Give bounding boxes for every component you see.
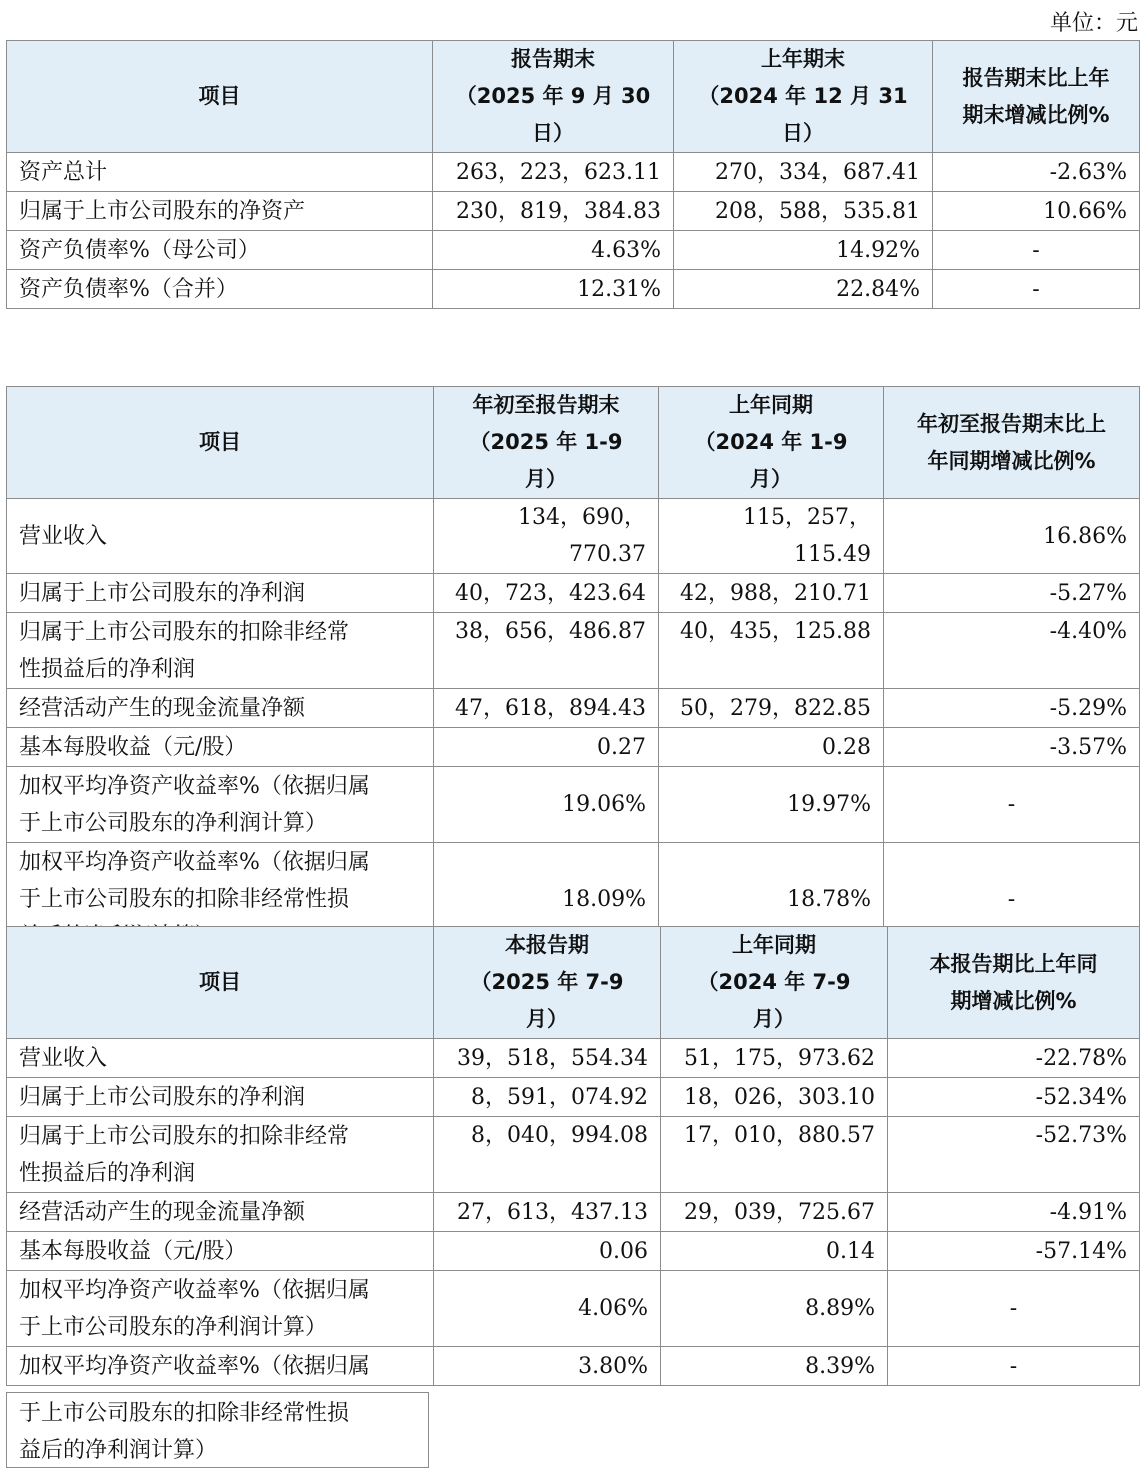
row-current: 39，518，554.34 [434,1039,661,1078]
table-header-row [7,387,1140,499]
table-row [7,153,1140,192]
row-item: 经营活动产生的现金流量净额 [7,689,434,728]
row-change: -52.34% [888,1078,1140,1117]
table-row [7,499,1140,574]
row-change: -4.40% [884,613,1140,689]
row-change: -2.63% [933,153,1140,192]
table-row [7,1117,1140,1193]
row-previous: 50，279，822.85 [659,689,884,728]
table-row [7,767,1140,843]
row-item: 加权平均净资产收益率%（依据归属 于上市公司股东的净利润计算） [7,1271,434,1347]
row-previous: 0.14 [661,1232,888,1271]
table-row [7,192,1140,231]
header-previous-period: 上年同期 （2024 年 1-9 月） [659,387,884,499]
row-change: - [884,843,1140,956]
table-row [7,270,1140,309]
header-current-period: 本报告期 （2025 年 7-9 月） [434,927,661,1039]
table-row [7,1347,1140,1386]
row-change: -5.27% [884,574,1140,613]
row-current: 263，223，623.11 [433,153,674,192]
row-previous: 18.78% [659,843,884,956]
row-current: 4.06% [434,1271,661,1347]
row-previous: 208，588，535.81 [674,192,933,231]
row-current: 40，723，423.64 [434,574,659,613]
row-previous: 270，334，687.41 [674,153,933,192]
row-item: 归属于上市公司股东的扣除非经常 性损益后的净利润 [7,613,434,689]
row-item: 资产负债率%（合并） [7,270,433,309]
row-previous: 8.39% [661,1347,888,1386]
row-change: - [933,231,1140,270]
header-change: 年初至报告期末比上 年同期增减比例% [884,387,1140,499]
row-change: 10.66% [933,192,1140,231]
row-item: 归属于上市公司股东的净利润 [7,574,434,613]
row-previous: 40，435，125.88 [659,613,884,689]
row-previous: 51，175，973.62 [661,1039,888,1078]
row-previous: 115，257，115.49 [659,499,884,574]
row-item: 基本每股收益（元/股） [7,1232,434,1271]
row-current: 8，591，074.92 [434,1078,661,1117]
table-row [7,1271,1140,1347]
row-previous: 22.84% [674,270,933,309]
table-row [7,574,1140,613]
row-item: 加权平均净资产收益率%（依据归属 于上市公司股东的扣除非经常性损 [7,843,434,956]
table-row [7,613,1140,689]
row-current: 0.27 [434,728,659,767]
row-previous: 0.28 [659,728,884,767]
row-item: 加权平均净资产收益率%（依据归属 于上市公司股东的净利润计算） [7,767,434,843]
row-item: 基本每股收益（元/股） [7,728,434,767]
header-change: 本报告期比上年同 期增减比例% [888,927,1140,1039]
table-row [7,1232,1140,1271]
header-current-period: 年初至报告期末 （2025 年 1-9 月） [434,387,659,499]
table-row [7,689,1140,728]
row-previous: 42，988，210.71 [659,574,884,613]
table-header-row [7,927,1140,1039]
header-previous-period: 上年同期 （2024 年 7-9 月） [661,927,888,1039]
row-current: 47，618，894.43 [434,689,659,728]
row-previous: 18，026，303.10 [661,1078,888,1117]
unit-label: 单位：元 [1049,11,1138,36]
row-item: 营业收入 [7,499,434,574]
row-change: -4.91% [888,1193,1140,1232]
ytd-income-table [6,386,1140,956]
row-previous: 8.89% [661,1271,888,1347]
table-row [7,728,1140,767]
row-item: 资产总计 [7,153,433,192]
row-change: -57.14% [888,1232,1140,1271]
row-item: 加权平均净资产收益率%（依据归属 [7,1347,434,1386]
table-row [7,231,1140,270]
row-current: 38，656，486.87 [434,613,659,689]
row-current: 230，819，384.83 [433,192,674,231]
row-item: 归属于上市公司股东的扣除非经常 性损益后的净利润 [7,1117,434,1193]
row-change: - [884,767,1140,843]
header-change: 报告期末比上年 期末增减比例% [933,41,1140,153]
row-change: - [888,1271,1140,1347]
continued-line: 益后的净利润计算） [19,1438,218,1463]
row-current: 134，690，770.37 [434,499,659,574]
row-change: -22.78% [888,1039,1140,1078]
header-current-period: 报告期末 （2025 年 9 月 30 日） [433,41,674,153]
row-change: -5.29% [884,689,1140,728]
header-previous-period: 上年期末 （2024 年 12 月 31 日） [674,41,933,153]
row-previous: 14.92% [674,231,933,270]
header-item: 项目 [7,41,433,153]
header-item: 项目 [7,927,434,1039]
row-item: 经营活动产生的现金流量净额 [7,1193,434,1232]
row-current: 0.06 [434,1232,661,1271]
row-change: - [888,1347,1140,1386]
header-item: 项目 [7,387,434,499]
row-change: 16.86% [884,499,1140,574]
continued-line: 于上市公司股东的扣除非经常性损 [19,1401,350,1426]
row-current: 12.31% [433,270,674,309]
quarter-income-table [6,926,1140,1386]
continued-row-label [6,1392,429,1468]
row-current: 19.06% [434,767,659,843]
row-change: - [933,270,1140,309]
row-previous: 19.97% [659,767,884,843]
table-row [7,1039,1140,1078]
row-current: 3.80% [434,1347,661,1386]
row-item: 营业收入 [7,1039,434,1078]
row-item: 资产负债率%（母公司） [7,231,433,270]
row-current: 27，613，437.13 [434,1193,661,1232]
row-current: 18.09% [434,843,659,956]
table-header-row [7,41,1140,153]
row-change: -3.57% [884,728,1140,767]
table-row [7,1193,1140,1232]
row-item: 归属于上市公司股东的净资产 [7,192,433,231]
row-change: -52.73% [888,1117,1140,1193]
row-previous: 29，039，725.67 [661,1193,888,1232]
row-previous: 17，010，880.57 [661,1117,888,1193]
balance-table [6,40,1140,309]
row-item: 归属于上市公司股东的净利润 [7,1078,434,1117]
table-row [7,1078,1140,1117]
row-current: 8，040，994.08 [434,1117,661,1193]
row-current: 4.63% [433,231,674,270]
